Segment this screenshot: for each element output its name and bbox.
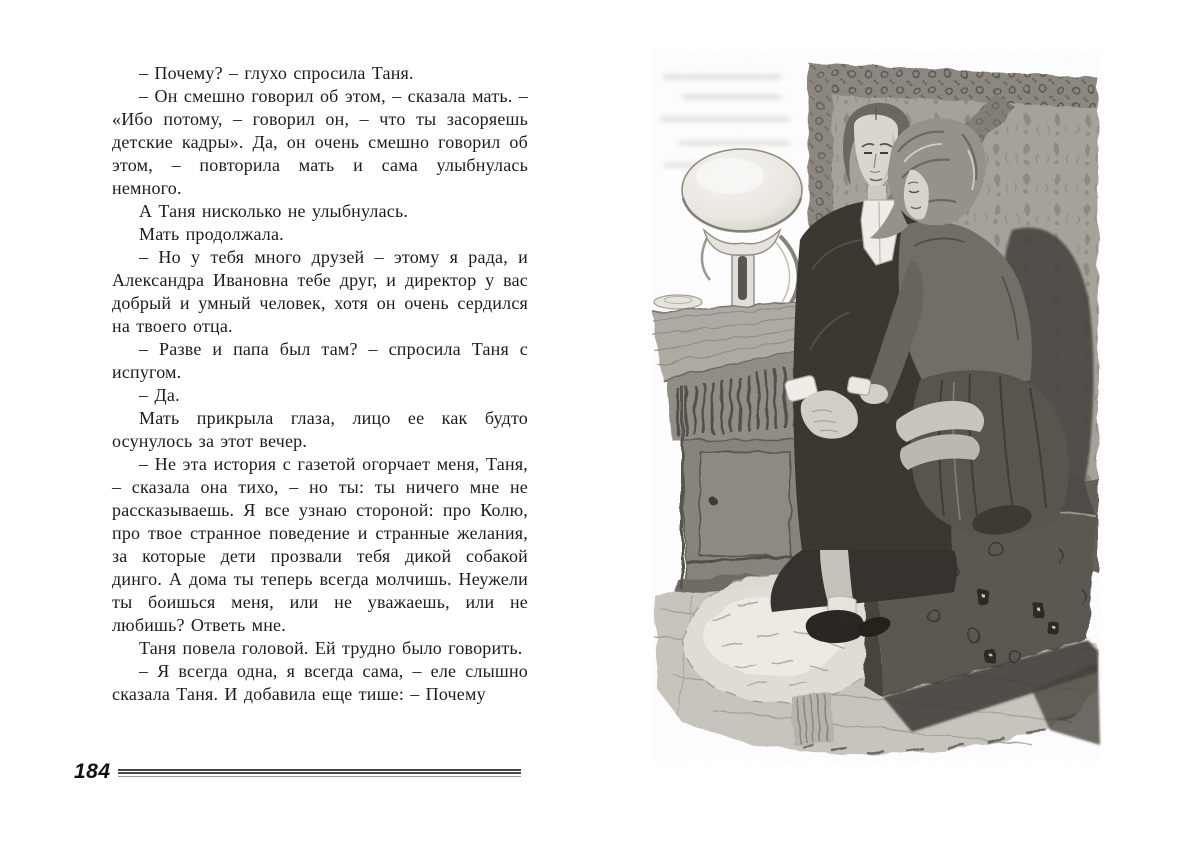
text-column xyxy=(112,62,528,706)
page-number: 184 xyxy=(74,760,111,783)
mother-shoe xyxy=(806,610,865,643)
paragraph: – Разве и папа был там? – спросила Таня с испугом. xyxy=(112,339,528,382)
footer-rule xyxy=(118,769,521,777)
saucer xyxy=(654,295,702,309)
white-cuff xyxy=(847,376,871,396)
paragraph: Мать продолжала. xyxy=(139,224,284,244)
paragraph: – Он смешно говорил об этом, – сказала мать. – «Ибо потому, – говорил он, – что ты засоряешь детские кадры». Да, он очень смешно говорил об этом, – повторила мать и сама улыбнулась немного. xyxy=(112,86,528,198)
paragraph: – Да. xyxy=(139,385,180,405)
paragraph: – Я всегда одна, я всегда сама, – еле слышно сказала Таня. И добавила еще тише: – Почему xyxy=(112,661,528,704)
paragraph: – Почему? – глухо спросила Таня. xyxy=(139,63,414,83)
paragraph: А Таня нисколько не улыбнулась. xyxy=(139,201,409,221)
book-illustration xyxy=(652,50,1102,762)
cabinet-knob xyxy=(710,498,718,506)
paragraph: Таня повела головой. Ей трудно было говорить. xyxy=(139,638,523,658)
paragraph: Мать прикрыла глаза, лицо ее как будто осунулось за этот вечер. xyxy=(112,408,528,451)
paragraph: – Но у тебя много друзей – этому я рада, и Александра Ивановна тебе друг, и директор у вас добрый и умный человек, хотя он очень сердился на твоего отца. xyxy=(112,247,528,336)
paragraph: – Не эта история с газетой огорчает меня, Таня, – сказала она тихо, – но ты: ты ничего мне не рассказываешь. Я все узнаю стороной: про Колю, про твое странное поведение и странные желания, за которые дети прозвали тебя дикой собакой динго. А дома ты теперь всегда молчишь. Неужели ты боишься меня, или не уважаешь, или не любишь? Ответь мне. xyxy=(112,454,528,635)
